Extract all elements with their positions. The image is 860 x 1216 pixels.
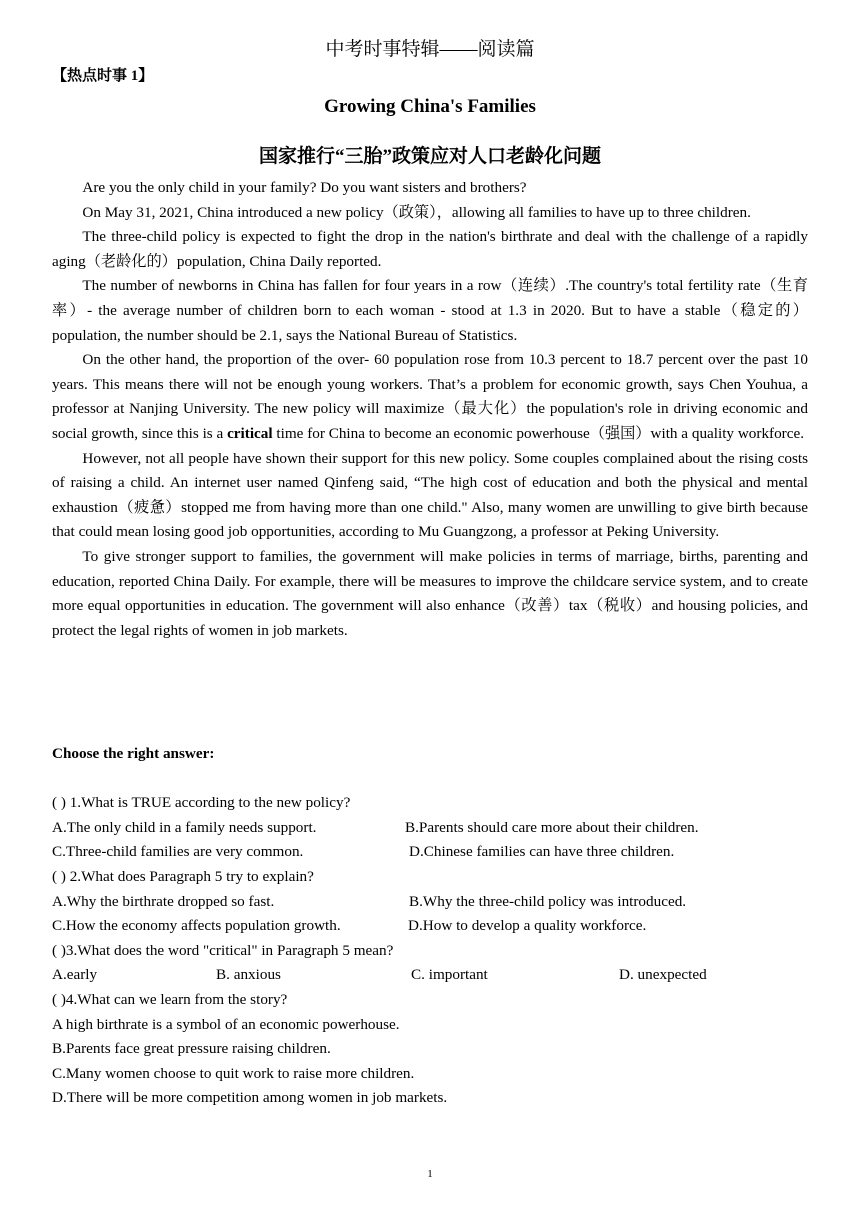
- question-3-option-a: A.early: [52, 966, 98, 984]
- paragraph-7: To give stronger support to families, the government will make policies in terms of marriage, births, parenting and education, reported China Daily. For example, there will be measures to improve the childcare service system, and to create more equal opportunities in education. The government will also enhance（改善）tax（税收）and housing policies, and protect the legal rights of women in job markets.: [52, 547, 808, 639]
- question-3-option-d: D. unexpected: [619, 966, 707, 984]
- question-3-option-b: B. anxious: [216, 966, 281, 984]
- question-2-options-row-1: [52, 890, 808, 915]
- question-4-option-d: D.There will be more competition among women in job markets.: [52, 1089, 448, 1107]
- question-4-stem: ( )4.What can we learn from the story?: [52, 990, 288, 1008]
- question-1-option-d: D.Chinese families can have three children.: [409, 843, 675, 861]
- question-1-option-b: B.Parents should care more about their children.: [405, 818, 699, 836]
- paragraph-2: On May 31, 2021, China introduced a new policy（政策），allowing all families to have up to three children.: [82, 203, 751, 221]
- questions-heading: Choose the right answer:: [52, 745, 215, 762]
- paragraph-6: However, not all people have shown their support for this new policy. Some couples complained about the rising costs of raising a child. An internet user named Qinfeng said, “The high cost of education and both the physical and mental exhaustion（疲惫）stopped me from having more than one child." Also, many women are unwilling to give birth because that could mean losing good job opportunities, according to Mu Guangzong, a professor at Peking University.: [52, 449, 808, 541]
- paragraph-5-text-before: On the other hand, the proportion of the over- 60 population rose from 10.3 percent to 18.7 percent over the past 10 years. This means there will not be enough young workers. That’s a problem for economic growth, says Chen Youhua, a professor at Nanjing University. The new policy will maximize（最大化）the population's role in driving economic and social growth, since this is a: [52, 351, 808, 442]
- question-3-option-c: C. important: [411, 966, 488, 984]
- question-2-option-b: B.Why the three-child policy was introduced.: [409, 892, 687, 910]
- question-3-options: [52, 963, 808, 988]
- question-1-options-row-2: [52, 840, 808, 865]
- question-4-option-a: A high birthrate is a symbol of an economic powerhouse.: [52, 1015, 400, 1033]
- paragraph-1: Are you the only child in your family? Do you want sisters and brothers?: [82, 179, 527, 196]
- question-2-options-row-2: [52, 914, 808, 939]
- question-1-options-row-1: [52, 816, 808, 841]
- question-3-stem: ( )3.What does the word "critical" in Paragraph 5 mean?: [52, 941, 394, 959]
- question-4-option-b: B.Parents face great pressure raising children.: [52, 1040, 331, 1058]
- paragraph-5-text-after: time for China to become an economic powerhouse（强国）with a quality workforce.: [272, 424, 805, 442]
- questions-section: [52, 742, 808, 1111]
- paragraph-3: The three-child policy is expected to fight the drop in the nation's birthrate and deal with the challenge of a rapidly aging（老龄化的）population, China Daily reported.: [52, 228, 808, 270]
- paragraph-5: [52, 348, 808, 446]
- section-tag: 【热点时事 1】: [52, 68, 154, 84]
- keyword-critical: critical: [227, 424, 273, 442]
- article-title-chinese: 国家推行“三胎”政策应对人口老龄化问题: [258, 146, 601, 167]
- question-2-option-d: D.How to develop a quality workforce.: [408, 917, 647, 935]
- page-header: 中考时事特辑——阅读篇: [325, 39, 535, 60]
- question-1-option-a: A.The only child in a family needs support.: [52, 818, 317, 836]
- question-1-option-c: C.Three-child families are very common.: [52, 843, 304, 861]
- page-number: 1: [427, 1168, 433, 1180]
- question-1-stem: ( ) 1.What is TRUE according to the new policy?: [52, 794, 351, 812]
- question-2-stem: ( ) 2.What does Paragraph 5 try to explain?: [52, 867, 314, 885]
- question-2-option-a: A.Why the birthrate dropped so fast.: [52, 892, 275, 910]
- article-body: [52, 176, 808, 643]
- question-2-option-c: C.How the economy affects population growth.: [52, 917, 341, 935]
- article-title-english: Growing China's Families: [324, 96, 536, 117]
- paragraph-4: The number of newborns in China has fallen for four years in a row（连续）.The country's total fertility rate（生育率）- the average number of children born to each woman - stood at 1.3 in 2020. But to have a stable（稳定的）population, the number should be 2.1, says the National Bureau of Statistics.: [52, 277, 809, 344]
- question-4-option-c: C.Many women choose to quit work to raise more children.: [52, 1064, 415, 1082]
